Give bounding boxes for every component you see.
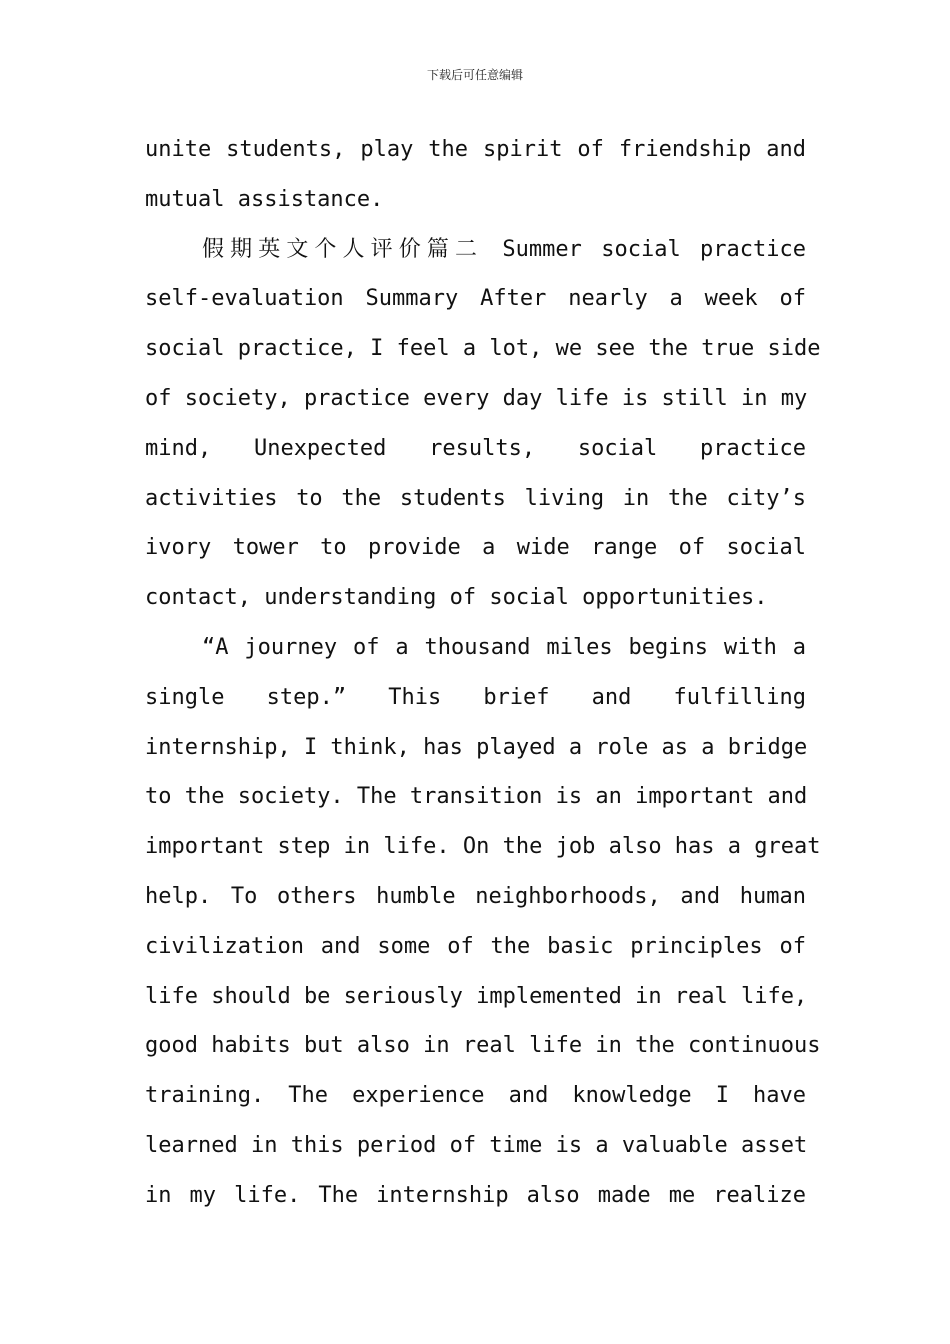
text-line: contact, understanding of social opportunities.: [145, 585, 768, 611]
text-line: unite students, play the spirit of friendship and: [145, 137, 806, 162]
text-line: to the society. The transition is an important and: [145, 784, 808, 810]
text-line: activities to the students living in the city’s: [145, 485, 806, 511]
text-line: 假期英文个人评价篇二 Summer social practice: [202, 236, 806, 262]
text-line: internship, I think, has played a role as a bridge: [145, 734, 808, 760]
text-line: learned in this period of time is a valuable asset: [145, 1132, 808, 1158]
text-line: mutual assistance.: [145, 186, 384, 212]
text-line: important step in life. On the job also has a great: [145, 834, 821, 860]
text-line: “A journey of a thousand miles begins with a: [202, 634, 806, 660]
text-line: of society, practice every day life is still in my: [145, 385, 808, 411]
text-line: mind, Unexpected results, social practice: [145, 435, 806, 461]
text-line: good habits but also in real life in the continuous: [145, 1033, 821, 1059]
text-line: in my life. The internship also made me realize: [145, 1182, 806, 1208]
text-line: single step.” This brief and fulfilling: [145, 684, 806, 710]
text-line: civilization and some of the basic principles of: [145, 933, 806, 959]
text-line: social practice, I feel a lot, we see the true side: [145, 336, 821, 362]
text-line: life should be seriously implemented in real life,: [145, 983, 808, 1009]
text-line: help. To others humble neighborhoods, and human: [145, 883, 806, 909]
text-line: training. The experience and knowledge I have: [145, 1083, 806, 1109]
text-line: self-evaluation Summary After nearly a week of: [145, 286, 806, 312]
document-body: [145, 125, 821, 1221]
text-line: ivory tower to provide a wide range of social: [145, 535, 806, 561]
page-header: 下载后可任意编辑: [426, 68, 523, 82]
